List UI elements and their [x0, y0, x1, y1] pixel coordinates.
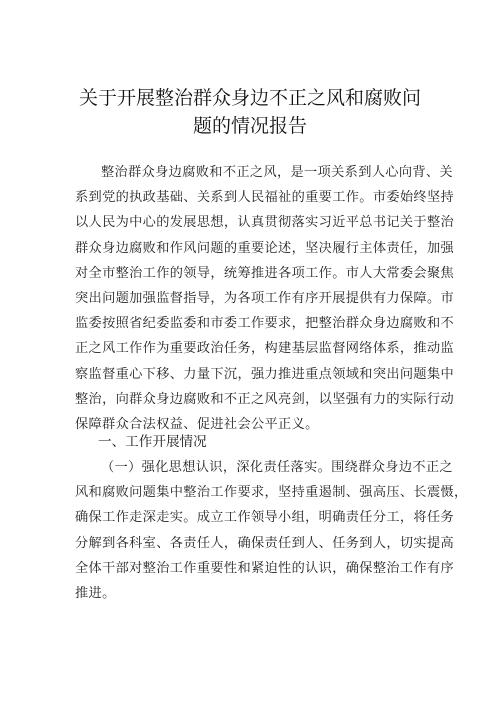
text-line: 系到党的执政基础、关系到人民福祉的重要工作。市委始终坚持: [75, 190, 455, 206]
section-paragraph: [75, 455, 468, 606]
text-line: 风和腐败问题集中整治工作要求，坚持重遏制、强高压、长震慑，: [75, 485, 468, 501]
text-line: 察监督重心下移、力量下沉，强力推进重点领域和突出问题集中: [75, 366, 455, 382]
text-line: （一）强化思想认识，深化责任落实。围绕群众身边不正之: [101, 460, 453, 475]
text-line: 突出问题加强监督指导，为各项工作有序开展提供有力保障。市: [75, 291, 455, 307]
document-title: [60, 84, 440, 140]
text-line: 整治群众身边腐败和不正之风，是一项关系到人心向背、关: [101, 165, 453, 180]
text-line: 群众身边腐败和作风问题的重要论述，坚决履行主体责任，加强: [75, 240, 455, 256]
text-line: 以人民为中心的发展思想，认真贯彻落实习近平总书记关于整治: [75, 215, 455, 231]
text-line: 保障群众合法权益、促进社会公平正义。: [75, 417, 319, 433]
text-line: 分解到各科室、各责任人，确保责任到人、任务到人，切实提高: [75, 535, 455, 551]
intro-paragraph: [75, 160, 455, 437]
text-line: 整治，向群众身边腐败和不正之风亮剑，以坚强有力的实际行动: [75, 391, 455, 407]
text-line: 确保工作走深走实。成立工作领导小组，明确责任分工，将任务: [75, 510, 455, 526]
title-line: 关于开展整治群众身边不正之风和腐败问: [78, 87, 421, 109]
text-line: 全体干部对整治工作重要性和紧迫性的认识，确保整治工作有序: [75, 560, 455, 576]
section-heading: 一、工作开展情况: [98, 434, 207, 450]
text-line: 正之风工作作为重要政治任务，构建基层监督网络体系，推动监: [75, 341, 455, 357]
text-line: 监委按照省纪委监委和市委工作要求，把整治群众身边腐败和不: [75, 316, 455, 332]
title-line: 题的情况报告: [192, 115, 307, 137]
text-line: 对全市整治工作的领导，统筹推进各项工作。市人大常委会聚焦: [75, 265, 455, 281]
text-line: 推进。: [75, 586, 116, 602]
